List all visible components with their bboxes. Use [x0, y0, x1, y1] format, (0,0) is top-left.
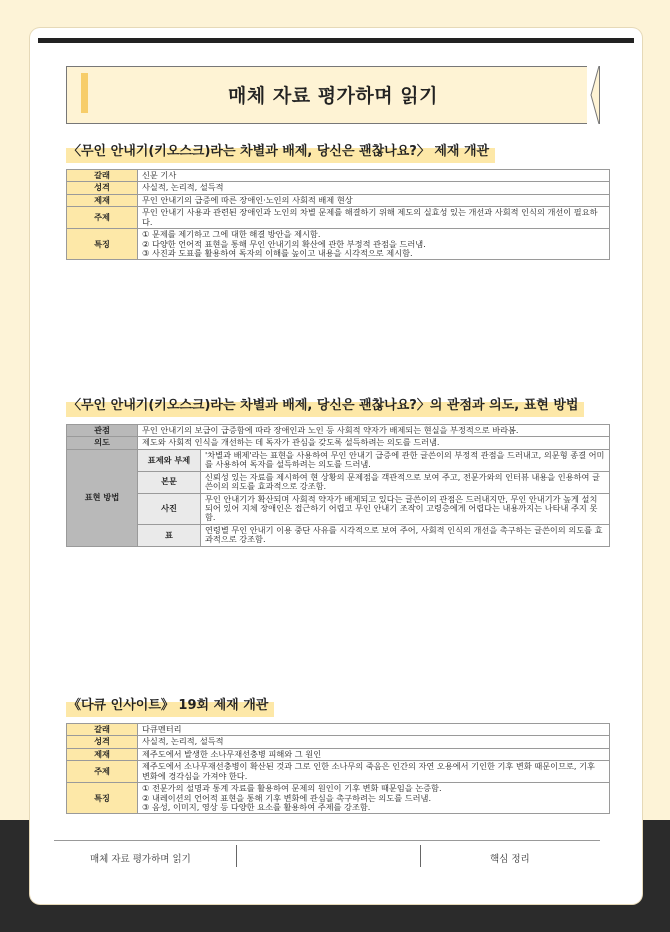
- method-sub-label: 사진: [138, 493, 201, 524]
- table-row: [67, 748, 610, 760]
- table-row: [67, 524, 610, 546]
- row-value: 무인 안내기의 급증에 따른 장애인·노인의 사회적 배제 현상: [138, 194, 610, 206]
- method-label: 표현 방법: [67, 449, 138, 546]
- table-row: [67, 194, 610, 206]
- row-value: 사실적, 논리적, 설득적: [138, 182, 610, 194]
- intent-value: 제도와 사회적 인식을 개선하는 데 독자가 관심을 갖도록 설득하려는 의도를 드러냄.: [138, 437, 610, 449]
- row-value: ① 문제를 제기하고 그에 대한 해결 방안을 제시함. ② 다양한 언어적 표현을 통해 무인 안내기의 확산에 관한 부정적 관점을 드러냄. ③ 사진과 도표를 활용하여 독자의 이해를 높이고 내용을 시각적으로 제시함.: [138, 229, 610, 260]
- footer-separator: [236, 845, 237, 867]
- method-sub-label: 본문: [138, 471, 201, 493]
- row-label: 주제: [67, 761, 138, 783]
- footer-rule: [54, 840, 600, 841]
- row-label: 특징: [67, 229, 138, 260]
- table-row: [67, 170, 610, 182]
- row-value: 사실적, 논리적, 설득적: [138, 736, 610, 748]
- section2-table: [66, 424, 610, 547]
- page-title: 매체 자료 평가하며 읽기: [228, 85, 438, 107]
- method-sub-label: 표제와 부제: [138, 449, 201, 471]
- section3-table: [66, 723, 610, 814]
- footer-left-label: 매체 자료 평가하며 읽기: [90, 854, 191, 865]
- row-value: 무인 안내기 사용과 관련된 장애인과 노인의 차별 문제를 해결하기 위해 제도의 실효성 있는 개선과 사회적 인식의 개선이 필요하다.: [138, 207, 610, 229]
- table-row: [67, 736, 610, 748]
- viewpoint-value: 무인 안내기의 보급이 급증함에 따라 장애인과 노인 등 사회적 약자가 배제되는 현실을 부정적으로 바라봄.: [138, 425, 610, 437]
- method-value: '차별과 배제'라는 표현을 사용하여 무인 안내기 급증에 관한 글쓴이의 부정적 관점을 드러내고, 의문형 종결 어미를 사용하여 독자를 설득하려는 의도를 드러냄.: [201, 449, 610, 471]
- section1-table: [66, 169, 610, 260]
- footer-right-label: 핵심 정리: [490, 854, 530, 865]
- table-row: [67, 229, 610, 260]
- method-value: 신뢰성 있는 자료를 제시하여 현 상황의 문제점을 객관적으로 보여 주고, 전문가와의 인터뷰 내용을 인용하여 글쓴이의 의도를 효과적으로 강조함.: [201, 471, 610, 493]
- table-row: [67, 493, 610, 524]
- row-value: ① 전문가의 설명과 통계 자료를 활용하여 문제의 원인이 기후 변화 때문임을 논증함. ② 내레이션의 언어적 표현을 통해 기후 변화에 관심을 촉구하려는 의도를 드러냄. ③ 음성, 이미지, 영상 등 다양한 요소를 활용하여 주제를 강조함.: [138, 783, 610, 814]
- title-box: [66, 66, 600, 124]
- table-row: [67, 437, 610, 449]
- table-row: [67, 207, 610, 229]
- row-value: 제주도에서 발생한 소나무재선충병 피해와 그 원인: [138, 748, 610, 760]
- row-value: 제주도에서 소나무재선충병이 확산된 것과 그로 인한 소나무의 죽음은 인간의 자연 오용에서 기인한 기후 변화 때문이므로, 기후 변화에 경각심을 가져야 한다.: [138, 761, 610, 783]
- method-value: 무인 안내기가 확산되며 사회적 약자가 배제되고 있다는 글쓴이의 관점은 드러내지만, 무인 안내기가 높게 설치되어 있어 지체 장애인은 접근하기 어렵고 무인 안내기 조작이 고령층에게 어렵다는 내용까지는 나타내 주지 못함.: [201, 493, 610, 524]
- row-label: 갈래: [67, 724, 138, 736]
- row-label: 제재: [67, 194, 138, 206]
- method-sub-label: 표: [138, 524, 201, 546]
- row-label: 성격: [67, 736, 138, 748]
- section2-heading: 〈무인 안내기(키오스크)라는 차별과 배제, 당신은 괜찮나요?〉의 관점과 의도, 표현 방법: [66, 390, 584, 417]
- row-label: 주제: [67, 207, 138, 229]
- section1-heading: 〈무인 안내기(키오스크)라는 차별과 배제, 당신은 괜찮나요?〉 제재 개관: [66, 136, 495, 163]
- title-notch-decoration: [587, 66, 611, 124]
- row-label: 성격: [67, 182, 138, 194]
- table-row: [67, 471, 610, 493]
- table-row: [67, 182, 610, 194]
- row-value: 신문 기사: [138, 170, 610, 182]
- row-label: 특징: [67, 783, 138, 814]
- page-frame: [0, 0, 6, 932]
- footer-separator: [420, 845, 421, 867]
- row-value: 다큐멘터리: [138, 724, 610, 736]
- section3-heading: 《다큐 인사이트》 19회 제재 개관: [66, 690, 274, 717]
- row-label: 제재: [67, 748, 138, 760]
- table-row: [67, 425, 610, 437]
- table-row: [67, 449, 610, 471]
- method-value: 연령별 무인 안내기 이용 중단 사유를 시각적으로 보여 주어, 사회적 인식의 개선을 촉구하는 글쓴이의 의도를 효과적으로 강조함.: [201, 524, 610, 546]
- table-row: [67, 761, 610, 783]
- table-row: [67, 724, 610, 736]
- row-label: 갈래: [67, 170, 138, 182]
- table-row: [67, 783, 610, 814]
- document-page: [30, 28, 642, 904]
- top-rule: [38, 38, 634, 43]
- viewpoint-label: 관점: [67, 425, 138, 437]
- intent-label: 의도: [67, 437, 138, 449]
